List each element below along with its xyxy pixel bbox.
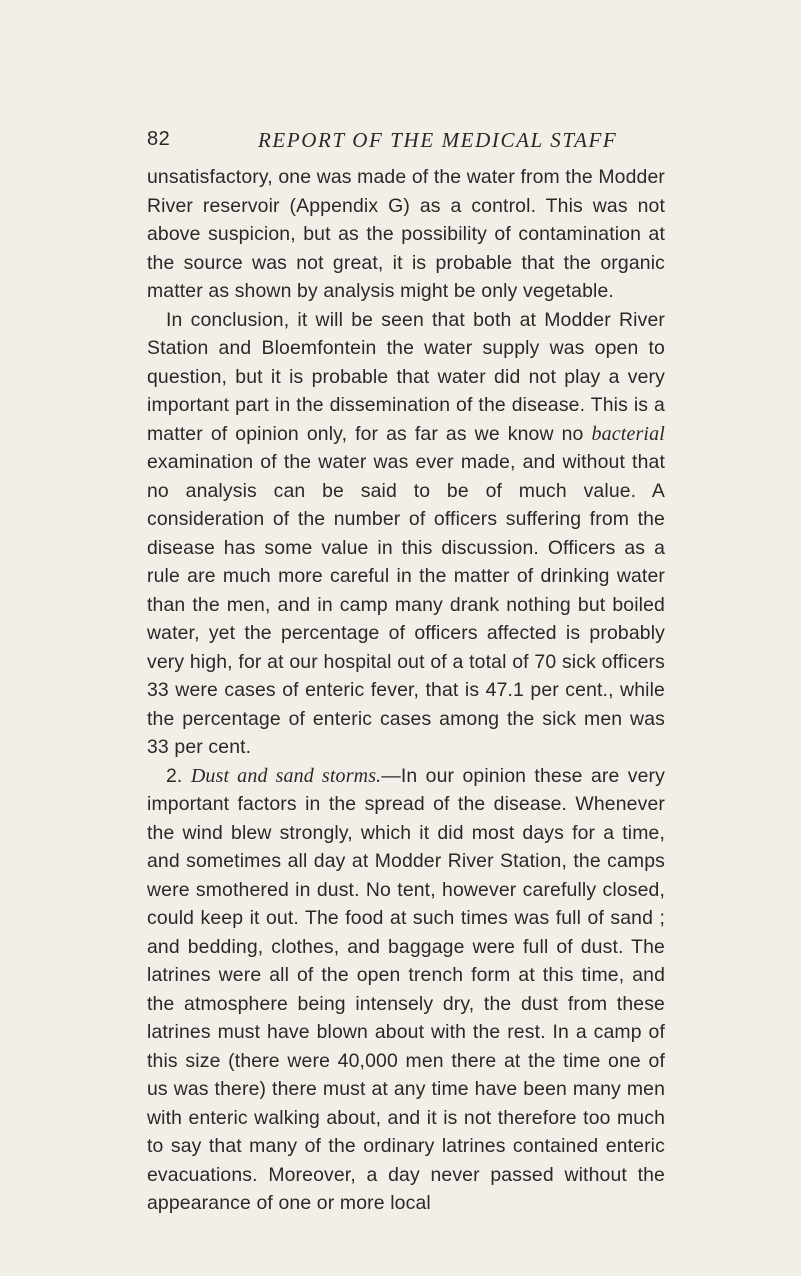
paragraph-dust-storms (147, 762, 665, 1218)
body-text (147, 163, 665, 1218)
paragraph-text: —In our opinion these are very important factors in the spread of the disease. Whenever the wind blew strongly, which it did most days for a time, and sometimes all day at Modder River Station, the camps were smothered in dust. No tent, however carefully closed, could keep it out. The food at such times was full of sand ; and bedding, clothes, and baggage were full of dust. The latrines were all of the open trench form at this time, and the atmosphere being intensely dry, the dust from these latrines must have blown about with the rest. In a camp of this size (there were 40,000 men there at the time one of us was there) there must at any time have been many men with enteric walking about, and it is not therefore too much to say that many of the ordinary latrines contained enteric evacuations. Moreover, a day never passed without the appearance of one or more local (147, 764, 665, 1214)
paragraph-conclusion (147, 306, 665, 762)
page-number: 82 (147, 128, 171, 150)
paragraph-text: 2. (166, 764, 191, 787)
paragraph-text: unsatisfactory, one was made of the water from the Modder River reservoir (Appendix G) as a control. This was not above suspicion, but as the possibility of contamination at the source was not great, it is probable that the organic matter as shown by analysis might be only vegetable. (147, 166, 665, 302)
running-title: REPORT OF THE MEDICAL STAFF (258, 128, 618, 152)
italic-term: bacterial (591, 422, 665, 445)
paragraph-text: examination of the water was ever made, and without that no analysis can be said to be of much value. A consideration of the number of officers suffering from the disease has some value in this discussion. Officers as a rule are much more careful in the matter of drinking water than the men, and in camp many drank nothing but boiled water, yet the percentage of officers affected is probably very high, for at our hospital out of a total of 70 sick officers 33 were cases of enteric fever, that is 47.1 per cent., while the percentage of enteric cases among the sick men was 33 per cent. (147, 451, 665, 758)
paragraph-text: In conclusion, it will be seen that both at Modder River Station and Bloemfontein the water supply was open to question, but it is probable that water did not play a very important part in the dissemination of the disease. This is a matter of opinion only, for as far as we know no (147, 308, 665, 445)
section-heading-italic: Dust and sand storms. (190, 764, 382, 787)
paragraph-continuation (147, 163, 665, 306)
running-head (147, 128, 667, 154)
